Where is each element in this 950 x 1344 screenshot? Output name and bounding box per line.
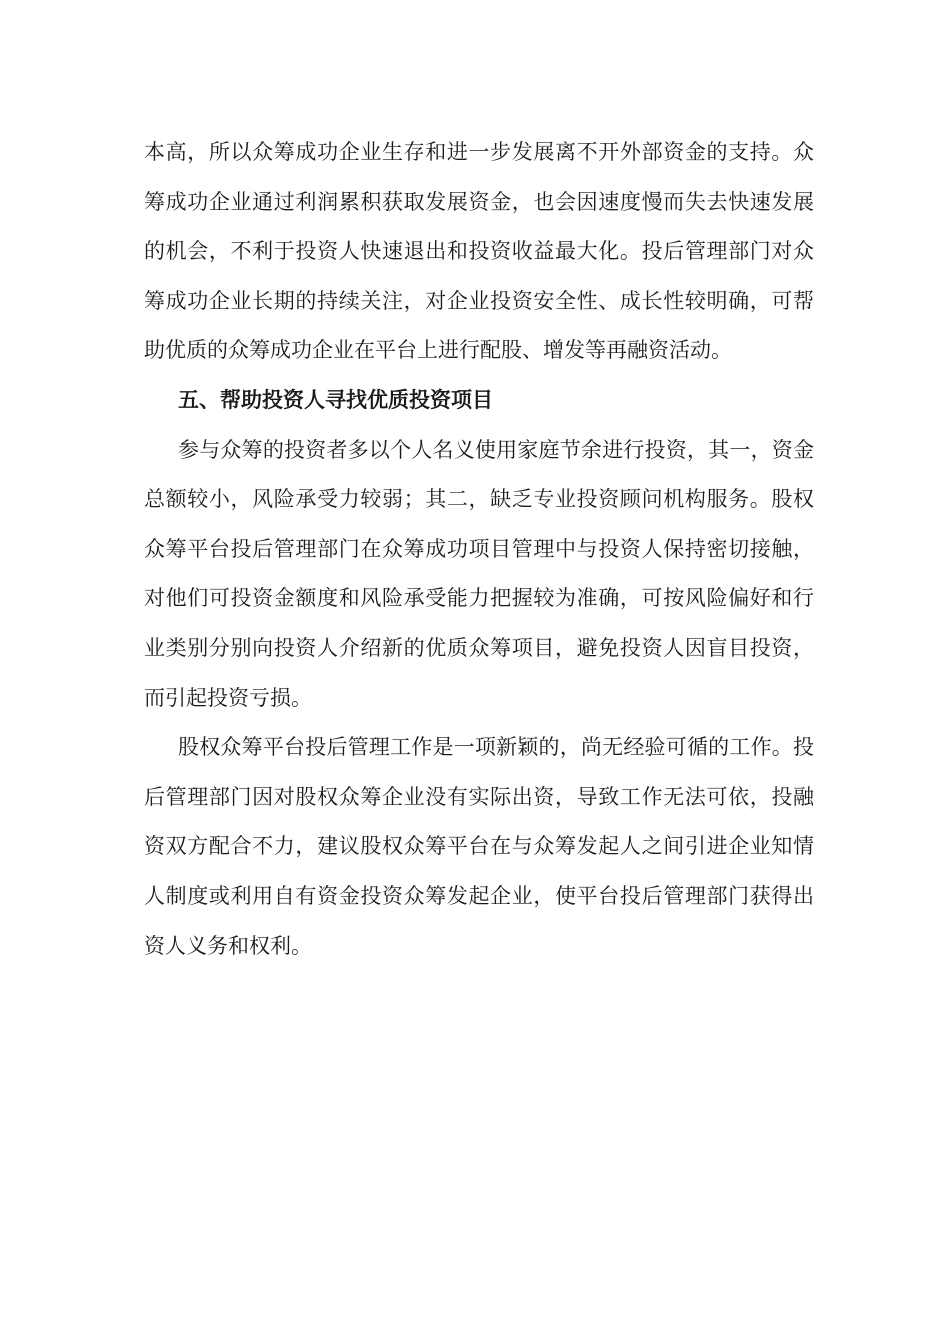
- document-page: [144, 128, 814, 971]
- paragraph-investors: 参与众筹的投资者多以个人名义使用家庭节余进行投资，其一，资金总额较小，风险承受力较弱；其二，缺乏专业投资顾问机构服务。股权众筹平台投后管理部门在众筹成功项目管理中与投资人保持密切接触，对他们可投资金额度和风险承受能力把握较为准确，可按风险偏好和行业类别分别向投资人介绍新的优质众筹项目，避免投资人因盲目投资，而引起投资亏损。: [144, 437, 814, 710]
- section-heading: 五、帮助投资人寻找优质投资项目: [178, 387, 493, 412]
- paragraph-conclusion: 股权众筹平台投后管理工作是一项新颖的，尚无经验可循的工作。投后管理部门因对股权众筹企业没有实际出资，导致工作无法可依，投融资双方配合不力，建议股权众筹平台在与众筹发起人之间引进企业知情人制度或利用自有资金投资众筹发起企业，使平台投后管理部门获得出资人义务和权利。: [144, 735, 814, 958]
- paragraph-continuation: 本高，所以众筹成功企业生存和进一步发展离不开外部资金的支持。众筹成功企业通过利润累积获取发展资金，也会因速度慢而失去快速发展的机会，不利于投资人快速退出和投资收益最大化。投后管理部门对众筹成功企业长期的持续关注，对企业投资安全性、成长性较明确，可帮助优质的众筹成功企业在平台上进行配股、增发等再融资活动。: [144, 140, 814, 363]
